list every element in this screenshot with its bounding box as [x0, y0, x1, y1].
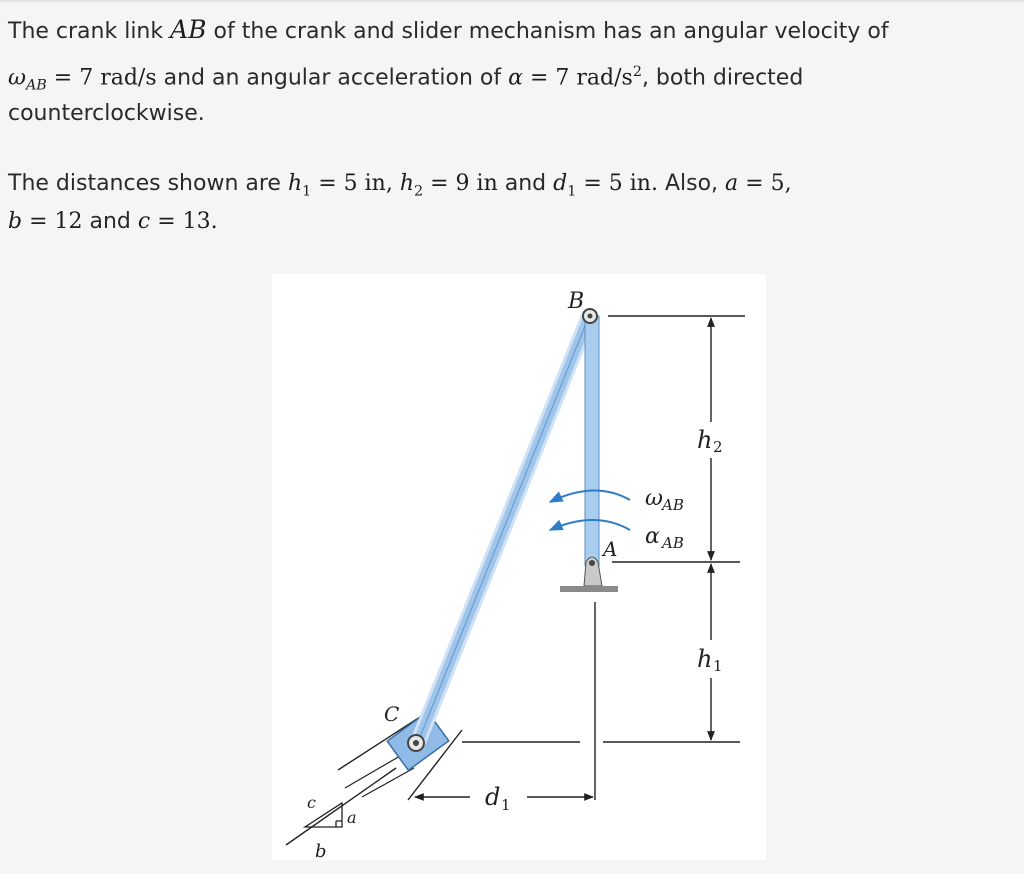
link-bc: [418, 316, 589, 742]
label-h1: h: [697, 645, 713, 673]
pin-support-a: [560, 557, 618, 592]
problem-line-1: The crank link AB of the crank and slider mechanism has an angular velocity of: [8, 15, 889, 44]
dimension-h-lines: [415, 316, 745, 800]
label-a: A: [603, 537, 618, 561]
label-omega: ω: [645, 486, 663, 511]
label-h2: h: [697, 426, 713, 454]
label-b: B: [568, 289, 585, 314]
label-c: C: [384, 702, 400, 726]
crank-ab: [585, 316, 599, 566]
problem-line-5: b = 12 and c = 13.: [8, 209, 218, 234]
label-slope-a: a: [347, 808, 357, 827]
top-divider: [0, 0, 1024, 2]
label-h2-sub: 2: [713, 438, 723, 456]
mechanism-diagram: [272, 274, 766, 860]
label-alpha: α: [645, 524, 660, 549]
label-omega-sub: AB: [662, 496, 684, 514]
label-slope-c: c: [307, 793, 316, 812]
label-alpha-sub: AB: [662, 534, 684, 552]
label-d1-sub: 1: [501, 796, 511, 814]
pin-c: [408, 735, 424, 751]
label-h1-sub: 1: [713, 657, 723, 675]
label-d1: d: [485, 783, 501, 811]
mechanism-figure: [272, 274, 766, 860]
problem-line-2: $\omega_{AB} = 7$ rad/s and an angular acceleration of α = 7 rad/$s^2$, both directed: [8, 64, 804, 94]
label-slope-b: b: [315, 841, 327, 860]
pin-b: [583, 309, 597, 323]
problem-line-4: The distances shown are $h_1 = 5$ in, $h_2 = 9$ in and $d_1 = 5$ in. Also, a = 5,: [8, 171, 792, 200]
problem-line-3: counterclockwise.: [8, 101, 205, 126]
